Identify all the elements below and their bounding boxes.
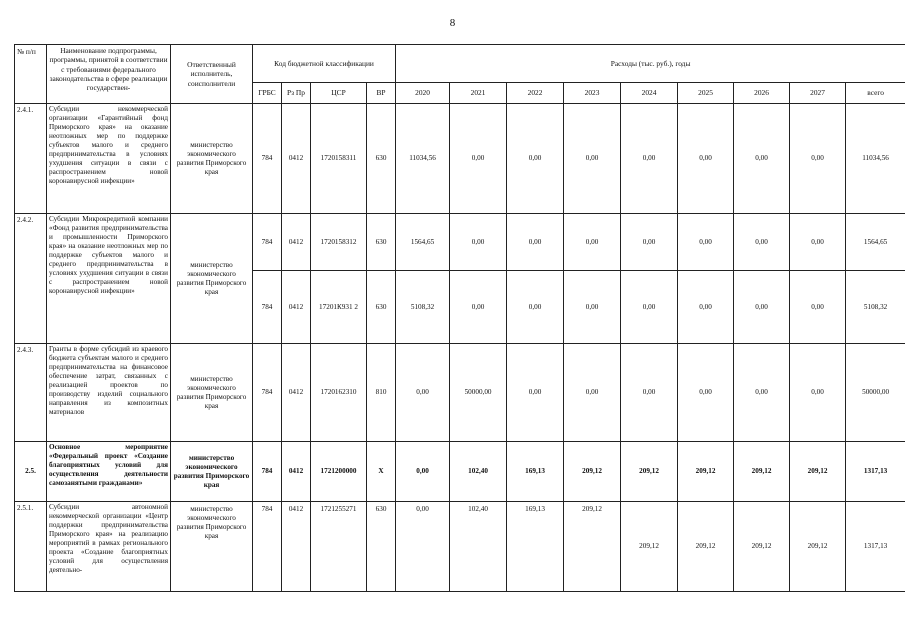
row-value-2024: 0,00 <box>621 271 678 344</box>
row-total: 1564,65 <box>846 214 905 271</box>
header-budget-code: Код бюджетной классификации <box>253 45 396 83</box>
row-csr: 1720162310 <box>311 344 367 442</box>
row-value-2020: 0,00 <box>396 442 450 502</box>
row-value-2023: 0,00 <box>564 214 621 271</box>
header-year-2025: 2025 <box>678 83 734 104</box>
row-number: 2.4.3. <box>15 344 47 442</box>
row-name: Основное мероприятие «Федеральный проект «Создание благоприятных условий для осуществления деятельности самозанятыми гражданами» <box>47 442 171 502</box>
row-value-2020: 0,00 <box>396 502 450 592</box>
row-vr: Х <box>367 442 396 502</box>
row-value-2022: 0,00 <box>507 271 564 344</box>
row-csr: 1720158311 <box>311 104 367 214</box>
row-value-2022: 169,13 <box>507 502 564 592</box>
header-rzpr: Рз Пр <box>282 83 311 104</box>
table-row <box>15 104 905 214</box>
table-row <box>15 214 905 271</box>
row-value-2020: 0,00 <box>396 344 450 442</box>
row-value-2022: 0,00 <box>507 104 564 214</box>
page-number: 8 <box>449 17 456 29</box>
row-value-2023: 0,00 <box>564 271 621 344</box>
row-csr: 1720158312 <box>311 214 367 271</box>
row-vr: 810 <box>367 344 396 442</box>
row-value-2023: 209,12 <box>564 502 621 592</box>
row-grbs: 784 <box>253 214 282 271</box>
row-value-2020: 5108,32 <box>396 271 450 344</box>
row-total: 11034,56 <box>846 104 905 214</box>
row-responsible: министерство экономического развития Приморского края <box>171 502 253 592</box>
budget-table <box>14 44 905 592</box>
header-num: № п/п <box>15 45 47 104</box>
row-number: 2.4.1. <box>15 104 47 214</box>
header-vr: ВР <box>367 83 396 104</box>
row-rzpr: 0412 <box>282 502 311 592</box>
header-responsible: Ответственный исполнитель, соисполнители <box>171 45 253 104</box>
row-grbs: 784 <box>253 104 282 214</box>
row-total: 50000,00 <box>846 344 905 442</box>
row-name: Гранты в форме субсидий из краевого бюджета субъектам малого и среднего предпринимательства на финансовое обеспечение затрат, связанных с реализацией проектов по производству изделий социального направления из композитных материалов <box>47 344 171 442</box>
row-value-2027: 0,00 <box>790 104 846 214</box>
row-value-2021: 0,00 <box>450 271 507 344</box>
row-rzpr: 0412 <box>282 271 311 344</box>
row-number: 2.5. <box>15 442 47 502</box>
row-grbs: 784 <box>253 442 282 502</box>
row-responsible: министерство экономического развития Приморского края <box>171 442 253 502</box>
row-value-2026: 209,12 <box>734 442 790 502</box>
row-value-2026: 0,00 <box>734 344 790 442</box>
header-csr: ЦСР <box>311 83 367 104</box>
row-value-2021: 50000,00 <box>450 344 507 442</box>
row-value-2024: 209,12 <box>621 502 678 592</box>
row-value-2024: 0,00 <box>621 344 678 442</box>
row-value-2024: 0,00 <box>621 214 678 271</box>
header-year-2022: 2022 <box>507 83 564 104</box>
row-grbs: 784 <box>253 344 282 442</box>
row-csr: 1721200000 <box>311 442 367 502</box>
row-value-2025: 0,00 <box>678 344 734 442</box>
row-csr: 1721255271 <box>311 502 367 592</box>
row-name: Субсидии автономной некоммерческой организации «Центр поддержки предпринимательства Приморского края» на реализацию мероприятий в рамках регионального проекта «Создание благоприятных условий для осуществления деятельно- <box>47 502 171 592</box>
table-row <box>15 442 905 502</box>
header-grbs: ГРБС <box>253 83 282 104</box>
header-year-2021: 2021 <box>450 83 507 104</box>
row-responsible: министерство экономического развития Приморского края <box>171 344 253 442</box>
row-value-2020: 11034,56 <box>396 104 450 214</box>
table-row <box>15 502 905 592</box>
header-year-2020: 2020 <box>396 83 450 104</box>
row-value-2026: 0,00 <box>734 104 790 214</box>
row-vr: 630 <box>367 214 396 271</box>
row-value-2025: 0,00 <box>678 214 734 271</box>
row-value-2025: 209,12 <box>678 442 734 502</box>
header-row-1 <box>15 45 905 83</box>
header-year-2027: 2027 <box>790 83 846 104</box>
header-year-2024: 2024 <box>621 83 678 104</box>
row-rzpr: 0412 <box>282 344 311 442</box>
row-value-2021: 102,40 <box>450 442 507 502</box>
row-value-2027: 0,00 <box>790 214 846 271</box>
row-csr: 17201К931 2 <box>311 271 367 344</box>
row-rzpr: 0412 <box>282 442 311 502</box>
row-value-2027: 209,12 <box>790 502 846 592</box>
row-value-2024: 209,12 <box>621 442 678 502</box>
table-row <box>15 344 905 442</box>
row-value-2026: 0,00 <box>734 214 790 271</box>
row-total: 5108,32 <box>846 271 905 344</box>
row-name: Субсидии Микрокредитной компании «Фонд развития предпринимательства и промышленности Приморского края» на оказание неотложных мер по поддержке субъектов малого и среднего предпринимательства в условиях ухудшения ситуации в связи с распространением новой коронавирусной инфекции» <box>47 214 171 344</box>
row-value-2025: 0,00 <box>678 104 734 214</box>
row-value-2020: 1564,65 <box>396 214 450 271</box>
row-vr: 630 <box>367 271 396 344</box>
row-value-2023: 209,12 <box>564 442 621 502</box>
row-value-2021: 0,00 <box>450 214 507 271</box>
row-vr: 630 <box>367 104 396 214</box>
row-value-2027: 0,00 <box>790 271 846 344</box>
header-year-2026: 2026 <box>734 83 790 104</box>
row-responsible: министерство экономического развития Приморского края <box>171 104 253 214</box>
row-rzpr: 0412 <box>282 214 311 271</box>
row-value-2022: 169,13 <box>507 442 564 502</box>
row-total: 1317,13 <box>846 502 905 592</box>
header-year-2023: 2023 <box>564 83 621 104</box>
row-value-2023: 0,00 <box>564 344 621 442</box>
row-grbs: 784 <box>253 502 282 592</box>
row-value-2025: 0,00 <box>678 271 734 344</box>
row-value-2022: 0,00 <box>507 214 564 271</box>
row-value-2026: 0,00 <box>734 271 790 344</box>
row-value-2025: 209,12 <box>678 502 734 592</box>
row-value-2021: 0,00 <box>450 104 507 214</box>
header-total: всего <box>846 83 905 104</box>
row-value-2024: 0,00 <box>621 104 678 214</box>
row-rzpr: 0412 <box>282 104 311 214</box>
row-grbs: 784 <box>253 271 282 344</box>
row-value-2027: 0,00 <box>790 344 846 442</box>
row-value-2022: 0,00 <box>507 344 564 442</box>
row-value-2026: 209,12 <box>734 502 790 592</box>
header-name: Наименование подпрограммы, программы, принятой в соответствии с требованиями федерального законодательства в сфере реализации государствен- <box>47 45 171 104</box>
row-total: 1317,13 <box>846 442 905 502</box>
row-responsible: министерство экономического развития Приморского края <box>171 214 253 344</box>
row-value-2021: 102,40 <box>450 502 507 592</box>
row-number: 2.4.2. <box>15 214 47 344</box>
row-name: Субсидии некоммерческой организации «Гарантийный фонд Приморского края» на оказание неотложных мер по поддержке субъектов малого и среднего предпринимательства в условиях ухудшения ситуации в связи с распространением новой коронавирусной инфекции» <box>47 104 171 214</box>
row-number: 2.5.1. <box>15 502 47 592</box>
row-value-2023: 0,00 <box>564 104 621 214</box>
row-vr: 630 <box>367 502 396 592</box>
header-expenses: Расходы (тыс. руб.), годы <box>396 45 905 83</box>
row-value-2027: 209,12 <box>790 442 846 502</box>
